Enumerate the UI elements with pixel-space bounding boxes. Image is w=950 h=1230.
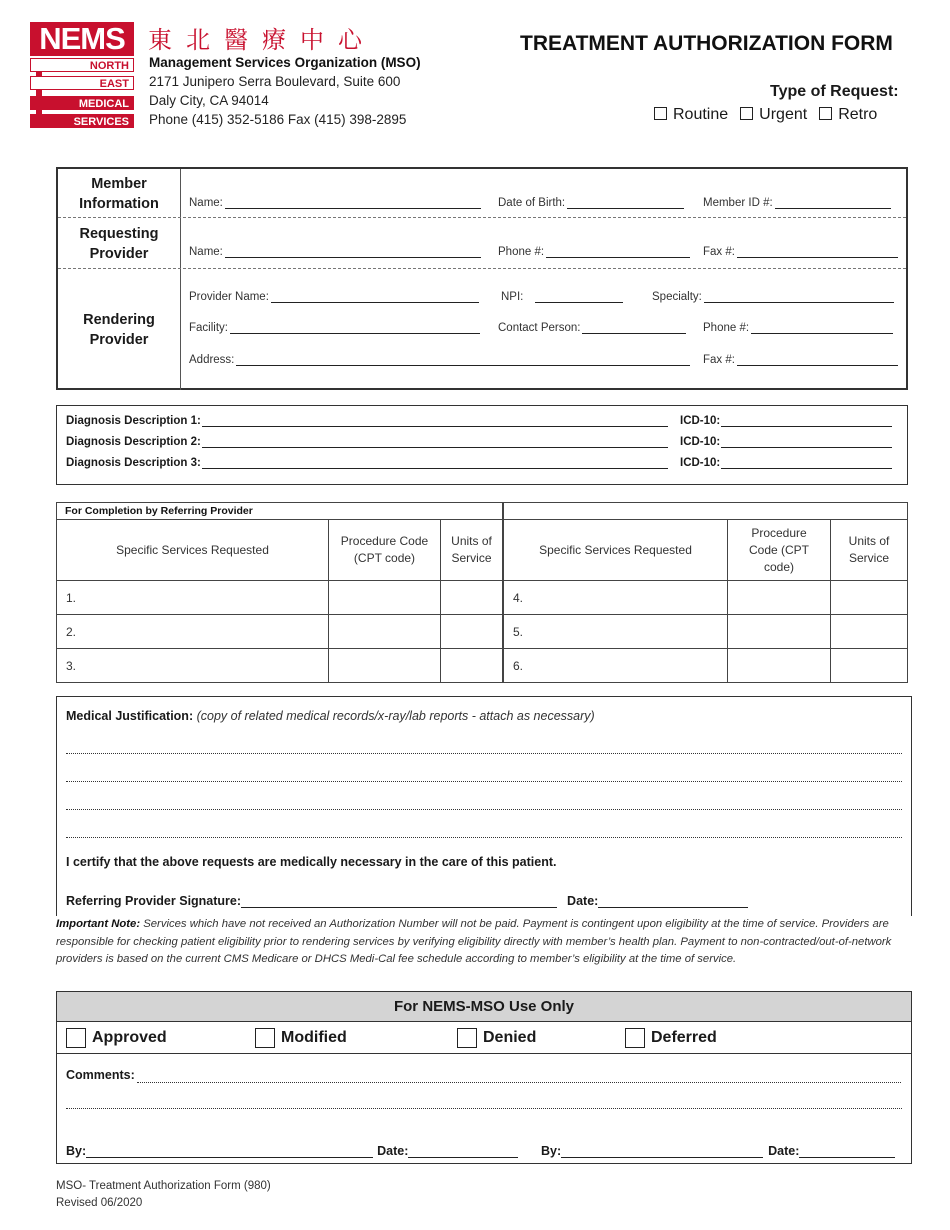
justification-line-1[interactable]	[66, 753, 902, 754]
requesting-name-label: Name:	[189, 246, 223, 258]
status-deferred[interactable]	[625, 1028, 717, 1048]
urgent-label: Urgent	[759, 106, 808, 123]
services-table	[56, 502, 908, 683]
units-cell-4[interactable]	[831, 581, 908, 615]
by-date-label-2: Date:	[768, 1144, 800, 1158]
col-header-units-right: Units of Service	[831, 520, 908, 581]
diagnosis-1-label: Diagnosis Description 1:	[66, 415, 201, 427]
diagnosis-2-label: Diagnosis Description 2:	[66, 436, 201, 448]
rendering-label-line2: Provider	[89, 332, 149, 348]
member-label-line1: Member	[91, 176, 147, 192]
member-provider-section	[56, 167, 908, 390]
logo-line-medical: MEDICAL	[30, 96, 134, 110]
diagnosis-2-field[interactable]	[66, 436, 668, 448]
request-option-urgent[interactable]	[740, 106, 807, 124]
important-note	[56, 916, 912, 969]
denied-checkbox[interactable]	[457, 1028, 477, 1048]
modified-checkbox[interactable]	[255, 1028, 275, 1048]
justification-section	[56, 696, 912, 916]
by-date-line-1[interactable]	[408, 1145, 518, 1158]
chinese-name: 東北醫療中心	[148, 26, 376, 54]
signature-label: Referring Provider Signature:	[66, 894, 242, 908]
col-header-service: Specific Services Requested	[57, 520, 329, 581]
services-caption-blank	[504, 503, 908, 520]
request-type-label: Type of Request:	[770, 83, 899, 100]
rendering-provider-label	[58, 310, 180, 350]
status-row	[57, 1022, 911, 1054]
office-use-title: For NEMS-MSO Use Only	[57, 992, 911, 1022]
member-name-label: Name:	[189, 197, 223, 209]
rendering-contact-label: Contact Person:	[498, 322, 581, 334]
diagnosis-3-line[interactable]	[202, 457, 668, 469]
services-caption: For Completion by Referring Provider	[57, 503, 503, 520]
signature-line[interactable]	[241, 895, 557, 908]
org-name: Management Services Organization (MSO)	[149, 55, 421, 70]
justification-line-2[interactable]	[66, 781, 902, 782]
deferred-checkbox[interactable]	[625, 1028, 645, 1048]
routine-label: Routine	[673, 106, 729, 123]
footer-revision: Revised 06/2020	[56, 1197, 143, 1209]
justification-line-3[interactable]	[66, 809, 902, 810]
units-cell-2[interactable]	[441, 615, 503, 649]
rendering-provider-name-field[interactable]	[189, 291, 479, 303]
requesting-name-line[interactable]	[225, 246, 481, 258]
rendering-npi-label: NPI:	[501, 291, 524, 303]
diagnosis-3-field[interactable]	[66, 457, 668, 469]
certification-statement: I certify that the above requests are medically necessary in the care of this patient.	[66, 855, 557, 869]
member-id-line[interactable]	[775, 197, 891, 209]
approved-checkbox[interactable]	[66, 1028, 86, 1048]
org-address-line2: Daly City, CA 94014	[149, 93, 269, 108]
rendering-specialty-field[interactable]	[652, 291, 894, 303]
units-cell-1[interactable]	[441, 581, 503, 615]
icd10-2-field[interactable]	[680, 436, 892, 448]
member-dob-field[interactable]	[498, 197, 684, 209]
icd10-1-label: ICD-10:	[680, 415, 721, 427]
rendering-npi-line[interactable]	[535, 291, 623, 303]
form-title: TREATMENT AUTHORIZATION FORM	[520, 32, 893, 55]
urgent-checkbox[interactable]	[740, 107, 753, 120]
row-divider	[58, 217, 906, 218]
rendering-provider-name-label: Provider Name:	[189, 291, 269, 303]
units-cell-6[interactable]	[831, 649, 908, 683]
requesting-fax-line[interactable]	[737, 246, 898, 258]
by-row-left	[66, 1144, 518, 1158]
icd10-3-field[interactable]	[680, 457, 892, 469]
icd10-3-line[interactable]	[721, 457, 892, 469]
member-info-label	[58, 174, 180, 214]
requesting-provider-label	[58, 224, 180, 264]
request-option-retro[interactable]	[819, 106, 877, 124]
rendering-specialty-line[interactable]	[704, 291, 894, 303]
row-divider	[58, 268, 906, 269]
cpt-cell-1[interactable]	[329, 581, 441, 615]
service-row-6[interactable]: 6.	[504, 649, 728, 683]
rendering-fax-line[interactable]	[737, 354, 898, 366]
retro-checkbox[interactable]	[819, 107, 832, 120]
requesting-label-line1: Requesting	[79, 226, 159, 242]
service-row-5[interactable]: 5.	[504, 615, 728, 649]
logo-line-north: NORTH	[30, 58, 134, 72]
member-id-field[interactable]	[703, 197, 891, 209]
diagnosis-section	[56, 405, 908, 485]
rendering-address-label: Address:	[189, 354, 235, 366]
diagnosis-1-field[interactable]	[66, 415, 668, 427]
icd10-1-field[interactable]	[680, 415, 892, 427]
units-cell-5[interactable]	[831, 615, 908, 649]
note-text: Services which have not received an Authorization Number will not be paid. Payment is contingent upon eligibility at the time of service. Providers are responsible for checking patient eligibility prior to rendering services by verifying eligibility directly with member’s health plan. Payment to non-contracted/out-of-network providers is based on the current CMS Medicare or DHCS Medi-Cal fee schedule according to member’s eligibility at the time of service.	[56, 918, 892, 965]
member-label-line2: Information	[79, 196, 159, 212]
requesting-phone-line[interactable]	[546, 246, 690, 258]
icd10-2-line[interactable]	[721, 436, 892, 448]
denied-label: Denied	[483, 1029, 537, 1046]
cpt-cell-6[interactable]	[728, 649, 831, 683]
icd10-2-label: ICD-10:	[680, 436, 721, 448]
signature-row	[66, 894, 748, 908]
diagnosis-1-line[interactable]	[202, 415, 668, 427]
signature-date-line[interactable]	[598, 895, 748, 908]
rendering-label-line1: Rendering	[83, 312, 155, 328]
service-row-1[interactable]: 1.	[57, 581, 329, 615]
by-row-right	[541, 1144, 895, 1158]
comments-line-1[interactable]	[137, 1082, 901, 1083]
by-date-label-1: Date:	[377, 1144, 409, 1158]
cpt-cell-5[interactable]	[728, 615, 831, 649]
rendering-phone-label: Phone #:	[703, 322, 750, 334]
cpt-cell-2[interactable]	[329, 615, 441, 649]
rendering-fax-field[interactable]	[703, 354, 898, 366]
rendering-fax-label: Fax #:	[703, 354, 735, 366]
cpt-cell-3[interactable]	[329, 649, 441, 683]
member-dob-line[interactable]	[567, 197, 684, 209]
rendering-phone-line[interactable]	[751, 322, 893, 334]
icd10-1-line[interactable]	[721, 415, 892, 427]
by-label-2: By:	[541, 1144, 562, 1158]
col-header-units: Units of Service	[441, 520, 503, 581]
status-denied[interactable]	[457, 1028, 536, 1048]
rendering-provider-name-line[interactable]	[271, 291, 479, 303]
requesting-fax-label: Fax #:	[703, 246, 735, 258]
logo-line-east: EAST	[30, 76, 134, 90]
units-cell-3[interactable]	[441, 649, 503, 683]
rendering-contact-line[interactable]	[582, 322, 686, 334]
footer-form-id: MSO- Treatment Authorization Form (980)	[56, 1180, 271, 1192]
signature-date-label: Date:	[567, 894, 599, 908]
comments-line-2[interactable]	[66, 1108, 902, 1109]
col-header-service-right: Specific Services Requested	[504, 520, 728, 581]
by-line-1[interactable]	[86, 1145, 373, 1158]
rendering-facility-label: Facility:	[189, 322, 228, 334]
comments-row	[66, 1068, 135, 1082]
service-row-4[interactable]: 4.	[504, 581, 728, 615]
logo-wordmark: NEMS	[30, 22, 134, 56]
by-line-2[interactable]	[561, 1145, 763, 1158]
rendering-specialty-label: Specialty:	[652, 291, 702, 303]
member-name-field[interactable]	[189, 197, 481, 209]
rendering-facility-field[interactable]	[189, 322, 480, 334]
status-approved[interactable]	[66, 1028, 167, 1048]
rendering-address-field[interactable]	[189, 354, 690, 366]
diagnosis-2-line[interactable]	[202, 436, 668, 448]
note-label: Important Note:	[56, 918, 141, 930]
rendering-npi-field[interactable]	[501, 291, 623, 303]
logo-line-services: SERVICES	[30, 114, 134, 128]
justification-line-4[interactable]	[66, 837, 902, 838]
requesting-name-field[interactable]	[189, 246, 481, 258]
modified-label: Modified	[281, 1029, 347, 1046]
diagnosis-3-label: Diagnosis Description 3:	[66, 457, 201, 469]
org-address-line1: 2171 Junipero Serra Boulevard, Suite 600	[149, 74, 401, 89]
justification-hint: (copy of related medical records/x-ray/lab reports - attach as necessary)	[196, 709, 595, 723]
approved-label: Approved	[92, 1029, 167, 1046]
comments-label: Comments:	[66, 1068, 135, 1082]
justification-label: Medical Justification:	[66, 709, 194, 723]
requesting-phone-field[interactable]	[498, 246, 690, 258]
routine-checkbox[interactable]	[654, 107, 667, 120]
icd10-3-label: ICD-10:	[680, 457, 721, 469]
org-phone-fax: Phone (415) 352-5186 Fax (415) 398-2895	[149, 112, 407, 127]
status-modified[interactable]	[255, 1028, 347, 1048]
request-type-options	[654, 106, 877, 124]
service-row-3[interactable]: 3.	[57, 649, 329, 683]
by-date-line-2[interactable]	[799, 1145, 895, 1158]
nems-logo	[30, 22, 134, 128]
request-option-routine[interactable]	[654, 106, 728, 124]
rendering-contact-field[interactable]	[498, 322, 686, 334]
service-row-2[interactable]: 2.	[57, 615, 329, 649]
retro-label: Retro	[838, 106, 878, 123]
section-divider	[180, 169, 181, 390]
justification-heading	[66, 709, 595, 723]
requesting-label-line2: Provider	[89, 246, 149, 262]
requesting-fax-field[interactable]	[703, 246, 898, 258]
rendering-address-line[interactable]	[236, 354, 690, 366]
cpt-cell-4[interactable]	[728, 581, 831, 615]
rendering-facility-line[interactable]	[230, 322, 480, 334]
col-header-cpt-right: Procedure Code (CPT code)	[728, 520, 831, 581]
member-dob-label: Date of Birth:	[498, 197, 566, 209]
by-label-1: By:	[66, 1144, 87, 1158]
deferred-label: Deferred	[651, 1029, 717, 1046]
requesting-phone-label: Phone #:	[498, 246, 545, 258]
member-name-line[interactable]	[225, 197, 481, 209]
member-id-label: Member ID #:	[703, 197, 773, 209]
rendering-phone-field[interactable]	[703, 322, 893, 334]
office-use-section	[56, 991, 912, 1164]
col-header-cpt: Procedure Code (CPT code)	[329, 520, 441, 581]
